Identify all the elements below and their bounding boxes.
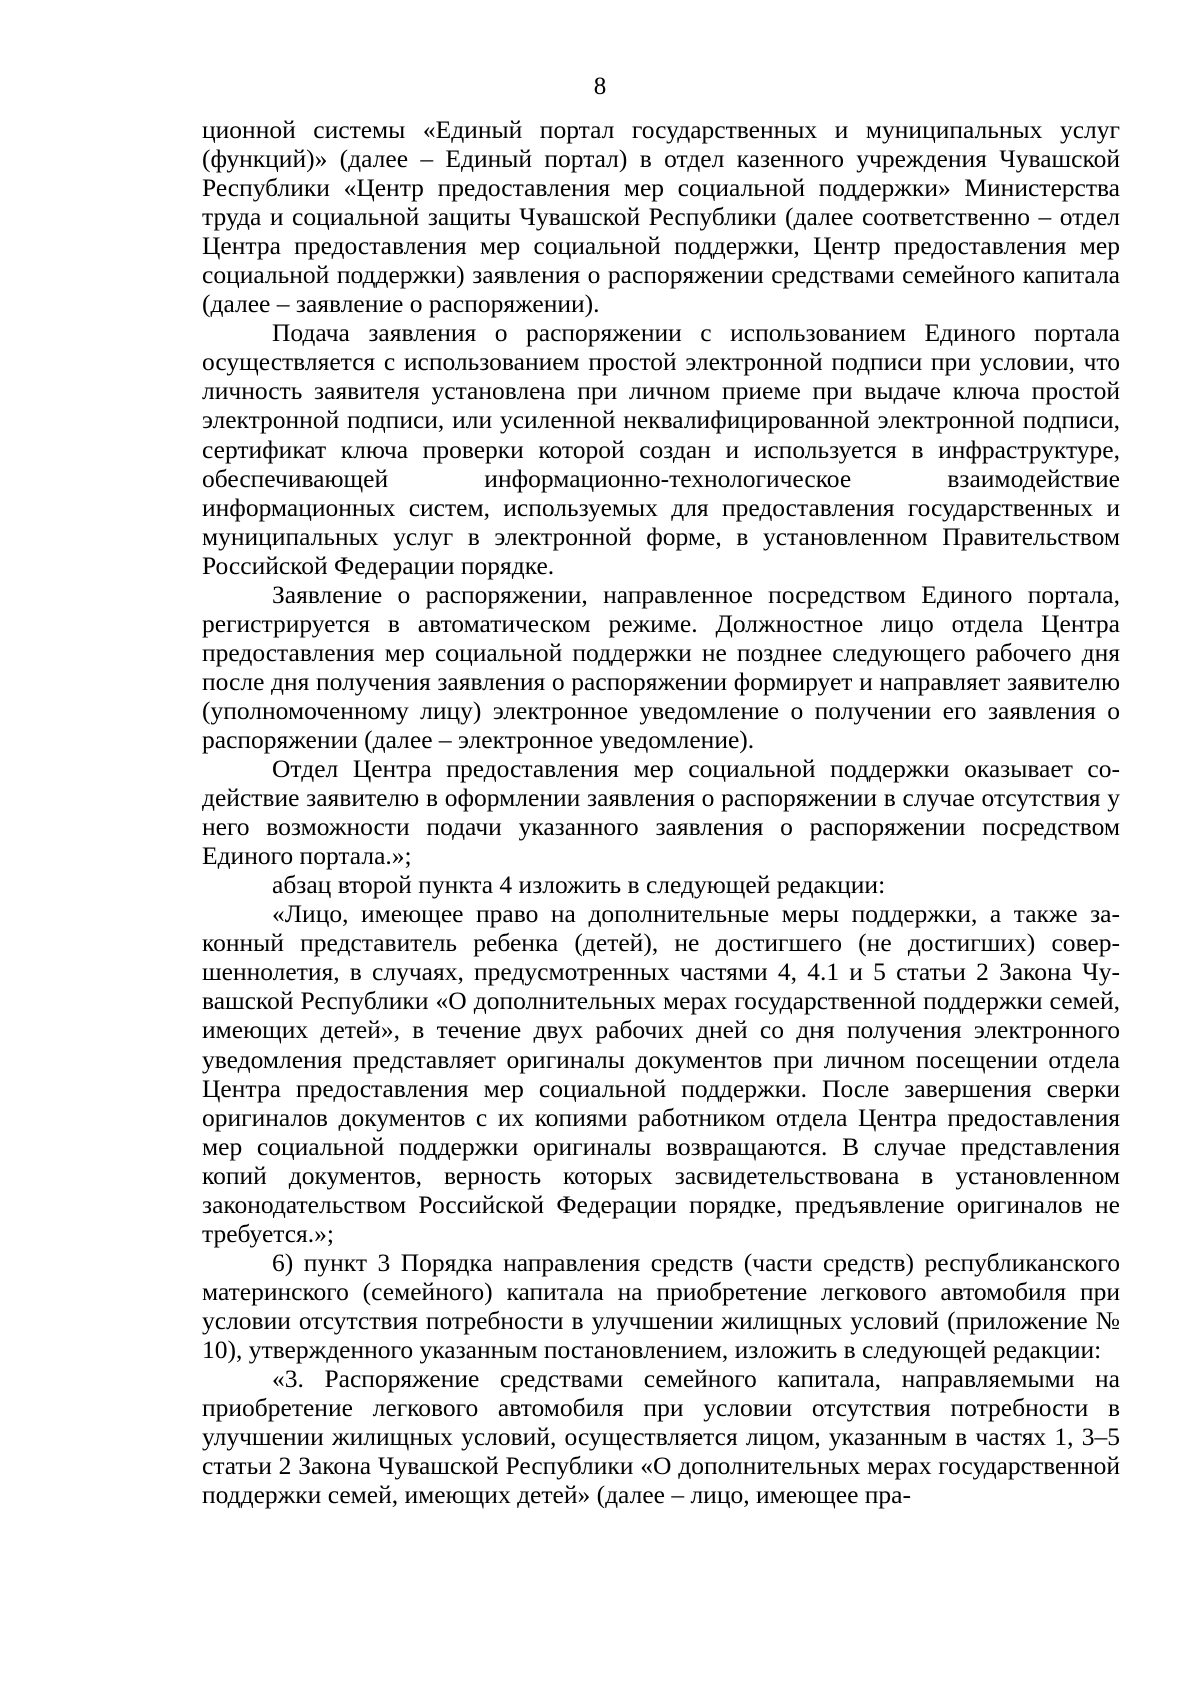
document-body [202, 115, 1120, 1509]
paragraph-registration: Заявление о распоряжении, направленное посредством Единого портала, регистрируется в автоматическом режиме. Должностное лицо отдела Центра предоставления мер социальной поддержки не позднее следующего рабочего дня после дня получения заявления о распоряжении формирует и направляет заявителю (уполномоченному лицу) электронное уведомление о получении его заявления о распоряжении (далее – электронное уведомление). [202, 579, 1120, 754]
page-number: 8 [593, 73, 607, 100]
paragraph-item-6: 6) пункт 3 Порядка направления средств (части средств) республиканского материнского (семейного) капитала на приобретение легкового автомобиля при условии отсутствия потребности в улучшении жилищных условий (приложение № 10), утвержденного указанным постановлением, изложить в следующей редакции: [202, 1247, 1120, 1364]
paragraph-electronic-signature: Подача заявления о распоряжении с использованием Единого портала осуществляется с использованием простой электронной подписи при условии, что личность заявителя установлена при личном приеме при выдаче ключа простой электронной подписи, или усиленной неквалифицированной электронной подписи, сертификат ключа проверки которой создан и используется в инфраструктуре, обеспечивающей информационно-технологическое взаимодействие информационных систем, используемых для предоставления государственных и муниципальных услуг в электронной форме, в установленном Правительством Российской Федерации порядке. [202, 318, 1120, 580]
paragraph-continuation: ционной системы «Единый портал государственных и муниципальных услуг (функций)» (далее – Единый портал) в отдел казенного учреждения Чувашской Республики «Центр предоставления мер социальной поддержки» Министерства труда и социальной защиты Чувашской Республики (далее соответственно – отдел Центра предоставления мер социальной поддержки, Центр предоставления мер социальной поддержки) заявления о распоряжении средствами семейного капитала (далее – заявление о распоряжении). [202, 115, 1120, 319]
paragraph-originals: «Лицо, имеющее право на дополнительные меры поддержки, а также законный представитель ребенка (детей), не достигшего (не достигших) совершеннолетия, в случаях, предусмотренных частями 4, 4.1 и 5 статьи 2 Закона Чувашской Республики «О дополнительных мерах государственной поддержки семей, имеющих детей», в течение двух рабочих дней со дня получения электронного уведомления представляет оригиналы документов при личном посещении отдела Центра предоставления мер социальной поддержки. После завершения сверки оригиналов документов с их копиями работником отдела Центра предоставления мер социальной поддержки оригиналы возвращаются. В случае представления копий документов, верность которых засвидетельствована в установленном законодательством Российской Федерации порядке, предъявление оригиналов не требуется.»; [202, 899, 1120, 1248]
paragraph-amendment-intro: абзац второй пункта 4 изложить в следующей редакции: [272, 870, 886, 900]
paragraph-clause-3: «3. Распоряжение средствами семейного капитала, направляемыми на приобретение легкового автомобиля при условии отсутствия потребности в улучшении жилищных условий, осуществляется лицом, указанным в частях 1, 3–5 статьи 2 Закона Чувашской Республики «О дополнительных мерах государственной поддержки семей, имеющих детей» (далее – лицо, имеющее пра- [202, 1364, 1120, 1510]
paragraph-assistance: Отдел Центра предоставления мер социальной поддержки оказывает содействие заявителю в оформлении заявления о распоряжении в случае отсутствия у него возможности подачи указанного заявления о распоряжении посредством Единого портала.»; [202, 754, 1120, 871]
